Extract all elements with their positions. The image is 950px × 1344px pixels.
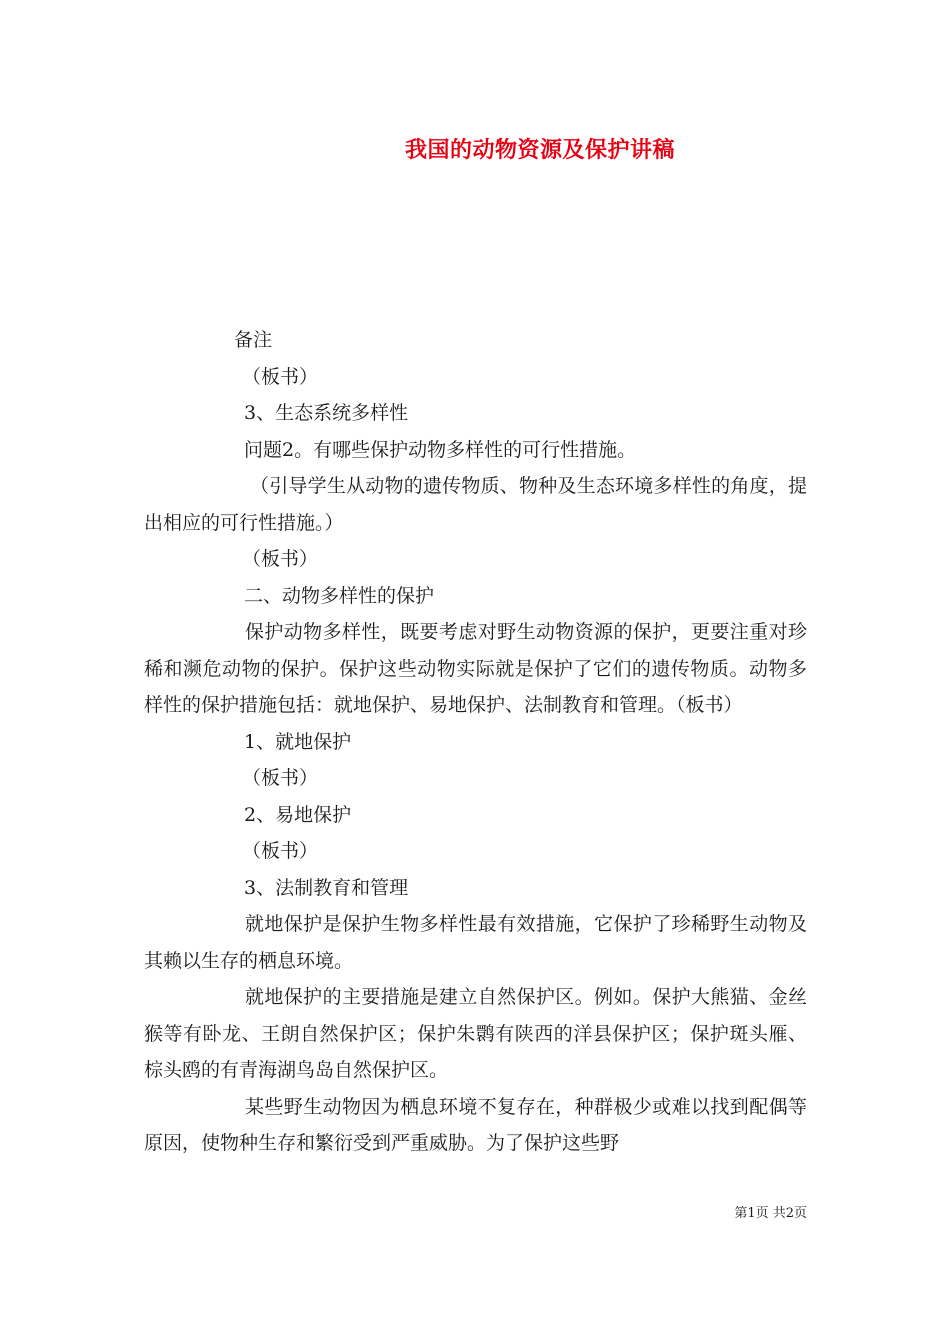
paragraph-board-note: （板书）: [242, 767, 319, 789]
paragraph-body: 某些野生动物因为栖息环境不复存在，种群极少或难以找到配偶等原因，使物种生存和繁衍受到严重威胁。为了保护这些野: [144, 1095, 807, 1154]
paragraph-list-item: 3、法制教育和管理: [244, 876, 409, 899]
document-title: 我国的动物资源及保护讲稿: [404, 138, 675, 163]
paragraph-body: 就地保护的主要措施是建立自然保护区。例如。保护大熊猫、金丝猴等有卧龙、王朗自然保护区；保护朱鹮有陕西的洋县保护区；保护斑头雁、棕头鸥的有青海湖鸟岛自然保护区。: [144, 986, 807, 1081]
page-number-footer: 第1页 共2页: [734, 1206, 807, 1221]
paragraph-list-item: 1、就地保护: [244, 730, 352, 753]
paragraph-list-item: 2、易地保护: [244, 803, 352, 826]
paragraph-heading: 3、生态系统多样性: [244, 402, 409, 424]
paragraph-body: 保护动物多样性，既要考虑对野生动物资源的保护，更要注重对珍稀和濒危动物的保护。保护这些动物实际就是保护了它们的遗传物质。动物多样性的保护措施包括：就地保护、易地保护、法制教育和管理。（板书）: [144, 621, 807, 716]
paragraph-section-heading: 二、动物多样性的保护: [244, 584, 435, 607]
paragraph-guidance: （引导学生从动物的遗传物质、物种及生态环境多样性的角度，提出相应的可行性措施。）: [144, 475, 807, 534]
paragraph-board-note: （板书）: [242, 365, 319, 388]
document-body: [144, 322, 807, 1162]
paragraph-body: 就地保护是保护生物多样性最有效措施，它保护了珍稀野生动物及其赖以生存的栖息环境。: [144, 913, 807, 972]
paragraph-question: 问题2。有哪些保护动物多样性的可行性措施。: [244, 438, 637, 461]
paragraph-board-note: （板书）: [242, 548, 319, 570]
paragraph-board-note: （板书）: [242, 840, 319, 862]
paragraph-remark: 备注: [234, 329, 273, 351]
